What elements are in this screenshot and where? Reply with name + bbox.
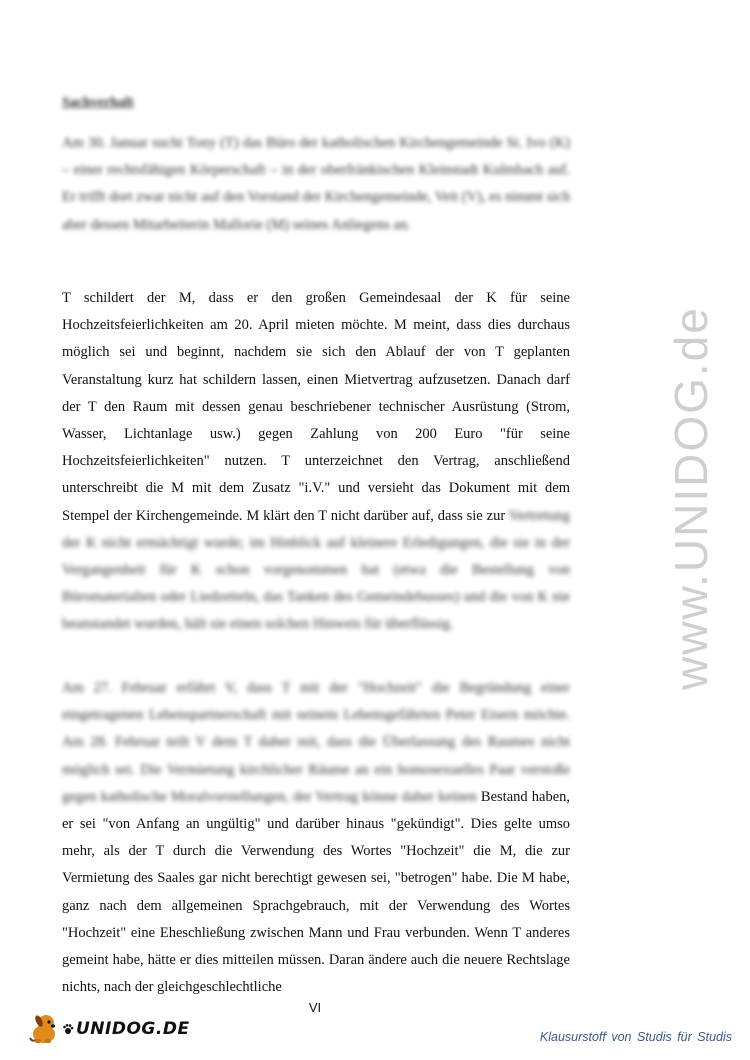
paragraph-contract-blurred: Vertretung der K nicht ermächtigt wurde; im Hinblick auf kleinere Erledigungen, die sie in der Vergangenheit für K schon vorgenommen hat (etwa die Bestellung von Büromaterialien oder Liedzetteln, das Tanken des Gemeindebusses) und die von K nie beanstandet wurden, hält sie einen solchen Hinweis für überflüssig. [62, 507, 570, 633]
watermark: www.UNIDOG.de [665, 306, 717, 690]
footer-tagline: Klausurstoff von Studis für Studis [539, 1030, 732, 1044]
paragraph-termination-blurred: Am 27. Februar erfährt V, dass T mit der "Hochzeit" die Begründung einer eingetragenen Lebenspartnerschaft mit seinem Lebensgefährten Peter Eisern möchte. Am 28. Februar teilt V dem T daher mit, dass die Überlassung des Raumes nicht möglich sei. Die Vermietung kirchlicher Räume an ein homosexuelles Paar verstoße gegen katholische Moralvorstellungen, der Vertrag könne daher keinen [62, 680, 570, 805]
paragraph-termination-visible: Bestand haben, er sei "von Anfang an ungültig" und darüber hinaus "gekündigt". Dies gelte umso mehr, als der T durch die Verwendung des Wortes "Hochzeit" die M, die zur Vermietung des Saales gar nicht berechtigt gewesen sei, "betrogen" habe. Die M habe, ganz nach dem allgemeinen Sprachgebrauch, mit der Verwendung des Wortes "Hochzeit" eine Eheschließung zwischen Mann und Frau verbunden. Wenn T anderes gemeint habe, hätte er dies mitteilen müssen. Daran ändere auch die neuere Rechtslage nichts, nach der gleichgeschlechtliche [62, 788, 571, 996]
logo-text: UNIDOG.DE [76, 1019, 190, 1039]
paragraph-intro: Am 30. Januar sucht Tony (T) das Büro der katholischen Kirchengemeinde St. Ivo (K) – einer rechtsfähigen Körperschaft – in der oberfränkischen Kleinstadt Kulmbach auf. Er trifft dort zwar nicht auf den Vorstand der Kirchengemeinde, Veit (V), es nimmt sich aber dessen Mitarbeiterin Mallorie (M) seines Anliegens an. [62, 135, 570, 233]
paw-icon [62, 1023, 74, 1035]
paragraph-termination [62, 675, 570, 1001]
page-number: VI [308, 1000, 322, 1015]
paragraph-contract-visible: T schildert der M, dass er den großen Gemeindesaal der K für seine Hochzeitsfeierlichkeiten am 20. April mieten möchte. M meint, dass dies durchaus möglich sei und beginnt, nachdem sie sich den Ablauf der von T geplanten Veranstaltung kurz hat schildern lassen, einen Mietvertrag aufzusetzen. Danach darf der T den Raum mit dessen genau beschriebener technischer Ausrüstung (Strom, Wasser, Lichtanlage usw.) gegen Zahlung von 200 Euro "für seine Hochzeitsfeierlichkeiten" nutzen. T unterzeichnet den Vertrag, anschließend unterschreibt die M mit dem Zusatz "i.V." und versieht das Dokument mit dem Stempel der Kirchengemeinde. M klärt den T nicht darüber auf, dass sie zur [62, 290, 570, 524]
paragraph-contract [62, 285, 570, 639]
dog-mascot-icon [28, 1012, 62, 1046]
section-heading: Sachverhalt [62, 95, 134, 110]
unidog-logo [28, 1012, 190, 1046]
